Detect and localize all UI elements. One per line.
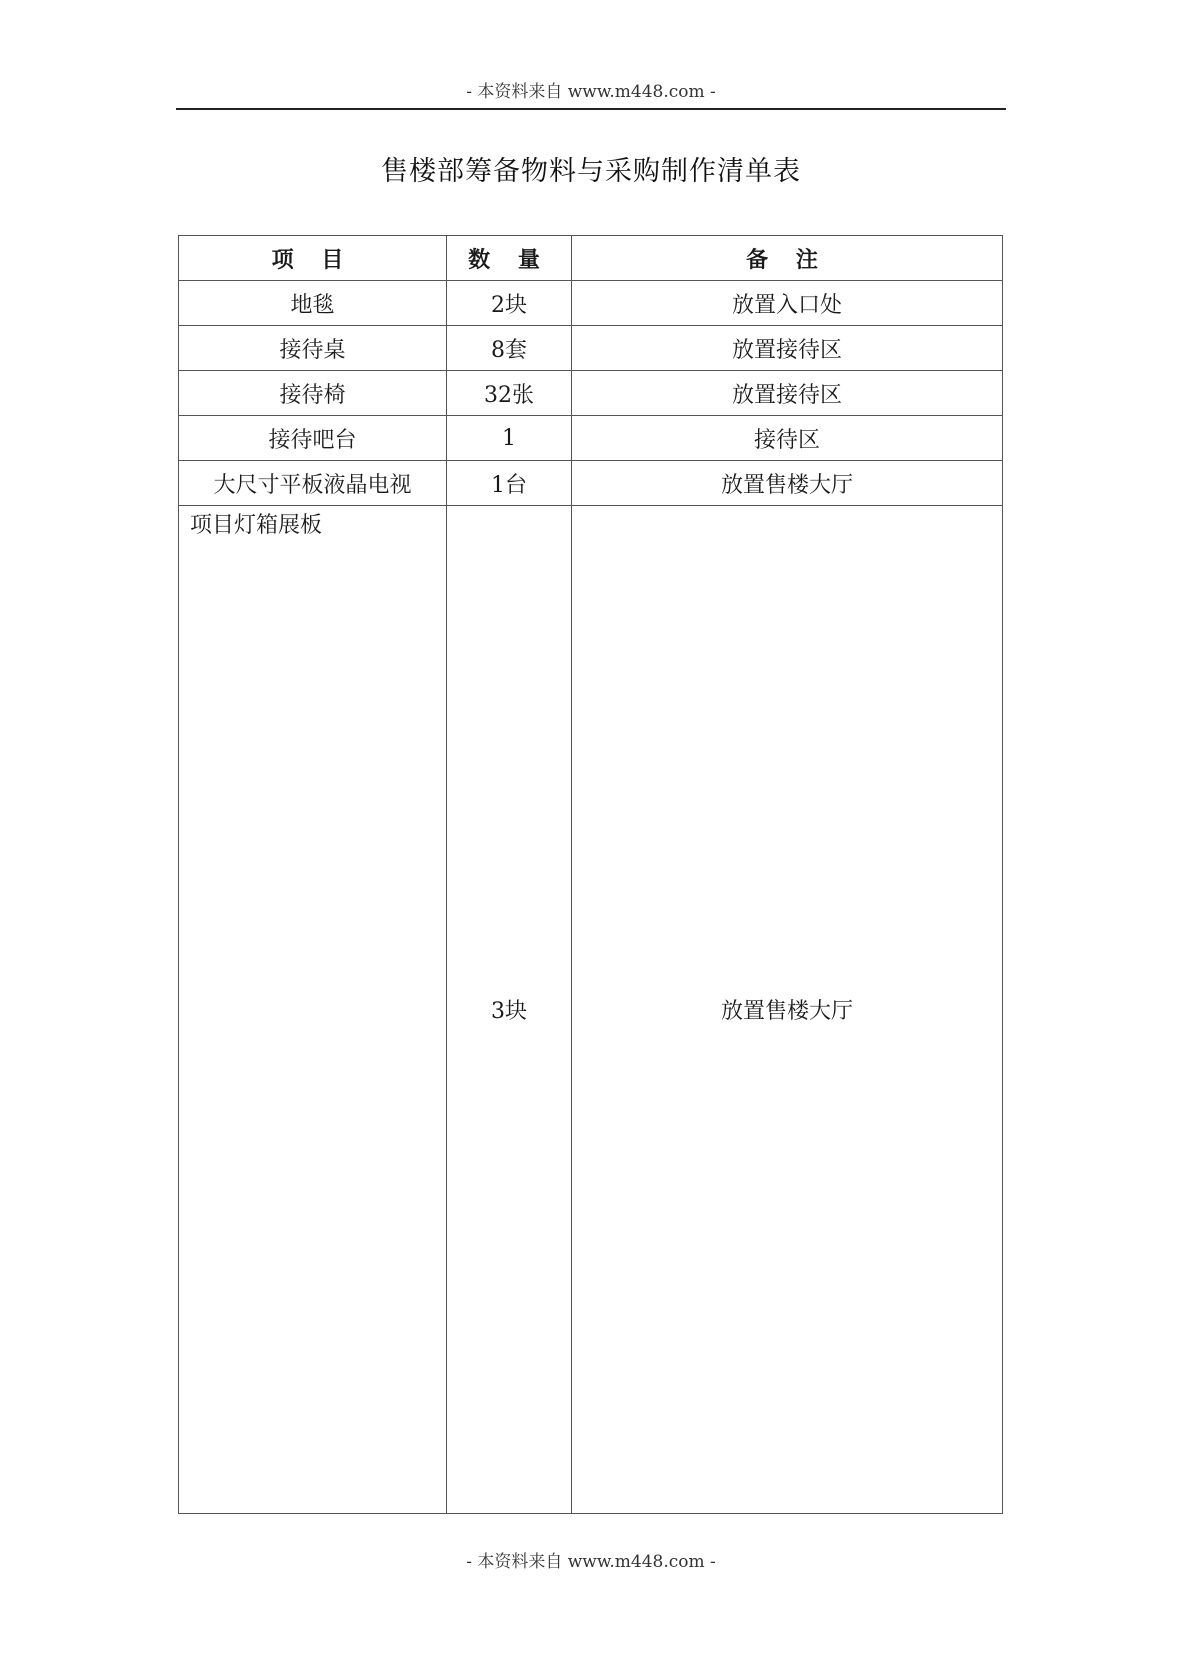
item-cell: 接待椅 [179, 371, 447, 416]
item-cell: 项目灯箱展板 [179, 506, 447, 1514]
quantity-cell: 32张 [447, 371, 572, 416]
quantity-cell: 8套 [447, 326, 572, 371]
column-header-item: 项 目 [179, 236, 447, 281]
table-row [179, 461, 1003, 506]
quantity-cell: 2块 [447, 281, 572, 326]
item-cell: 接待吧台 [179, 416, 447, 461]
note-cell: 放置接待区 [572, 326, 1003, 371]
quantity-cell: 1 [447, 416, 572, 461]
page-header: - 本资料来自 www.m448.com - [466, 82, 716, 102]
item-cell: 地毯 [179, 281, 447, 326]
note-cell: 放置售楼大厅 [572, 461, 1003, 506]
quantity-cell: 1台 [447, 461, 572, 506]
table-row [179, 281, 1003, 326]
table-row [179, 506, 1003, 1514]
note-cell: 放置售楼大厅 [572, 506, 1003, 1514]
quantity-cell: 3块 [447, 506, 572, 1514]
item-cell: 接待桌 [179, 326, 447, 371]
note-cell: 放置接待区 [572, 371, 1003, 416]
item-cell: 大尺寸平板液晶电视 [179, 461, 447, 506]
note-cell: 放置入口处 [572, 281, 1003, 326]
table-row [179, 416, 1003, 461]
table-row [179, 326, 1003, 371]
column-header-quantity: 数 量 [447, 236, 572, 281]
header-divider [176, 108, 1006, 110]
column-header-note: 备 注 [572, 236, 1003, 281]
table-header-row [179, 236, 1003, 281]
materials-table [178, 235, 1003, 1514]
note-cell: 接待区 [572, 416, 1003, 461]
table-row [179, 371, 1003, 416]
page-footer: - 本资料来自 www.m448.com - [466, 1552, 716, 1572]
document-title: 售楼部筹备物料与采购制作清单表 [381, 156, 801, 187]
